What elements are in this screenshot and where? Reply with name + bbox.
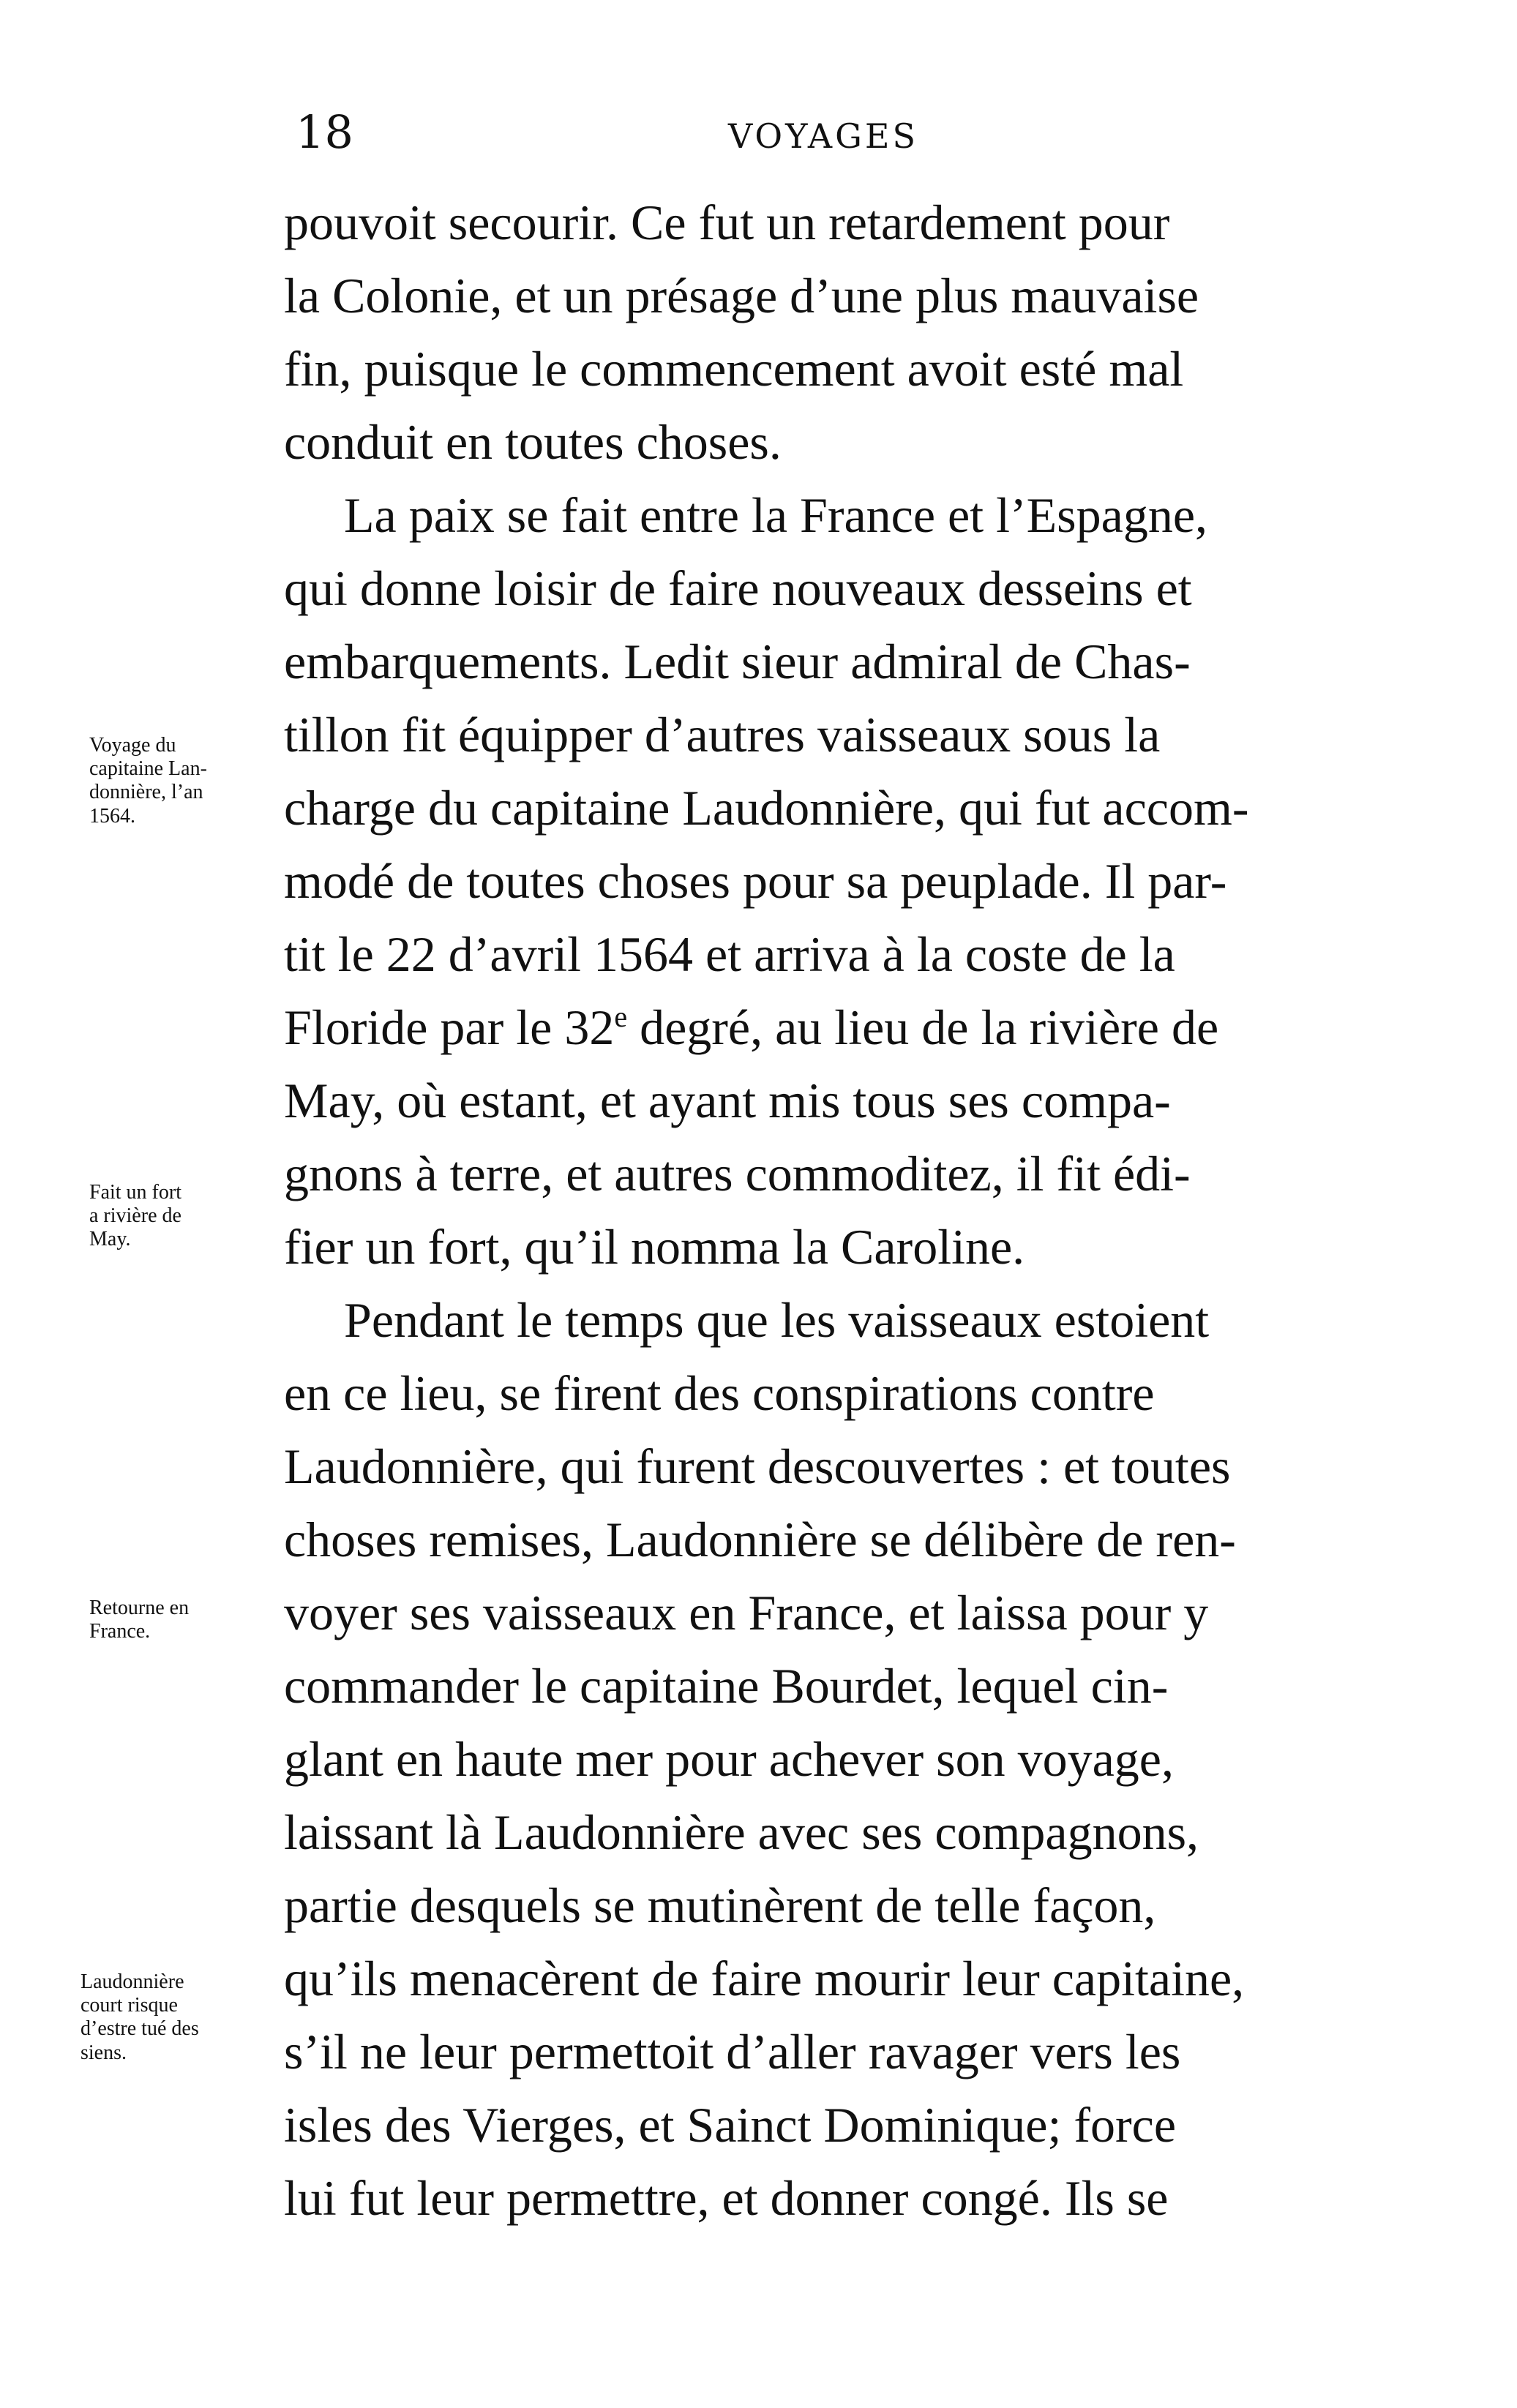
text-line: fier un fort, qu’il nomma la Caroline. [284,1219,1025,1275]
text-line: Laudonnière, qui furent descouvertes : et toutes [284,1439,1231,1494]
margin-note-line: France. [89,1620,151,1643]
margin-note-line: Voyage du [89,734,176,757]
margin-note [89,734,207,828]
text-line: conduit en toutes choses. [284,414,782,470]
margin-note [80,1970,199,2065]
text-line: voyer ses vaisseaux en France, et laissa pour y [284,1585,1209,1640]
text-line: choses remises, Laudonnière se délibère de ren- [284,1512,1236,1567]
superscript: e [614,1000,628,1033]
margin-note-line: Fait un fort [89,1181,181,1204]
text-segment: Floride par le 32 [284,999,615,1055]
text-line: La paix se fait entre la France et l’Espagne, [344,487,1208,543]
text-line: isles des Vierges, et Sainct Dominique; force [284,2097,1177,2153]
text-line: pouvoit secourir. Ce fut un retardement pour [284,195,1170,250]
text-line: modé de toutes choses pour sa peuplade. Il par- [284,853,1227,909]
margin-note-line: siens. [80,2041,127,2064]
text-line: glant en haute mer pour achever son voyage, [284,1731,1174,1787]
text-line: qu’ils menacèrent de faire mourir leur capitaine, [284,1951,1245,2006]
text-line: gnons à terre, et autres commoditez, il fit édi- [284,1146,1191,1201]
text-line: s’il ne leur permettoit d’aller ravager vers les [284,2024,1181,2079]
text-line: partie desquels se mutinèrent de telle façon, [284,1878,1156,1933]
margin-note [89,1181,181,1252]
text-segment: degré, au lieu de la rivière de [627,999,1219,1055]
text-line: la Colonie, et un présage d’une plus mauvaise [284,268,1199,323]
text-line: commander le capitaine Bourdet, lequel cin- [284,1658,1169,1714]
margin-note-line: donnière, l’an [89,781,203,804]
text-line: lui fut leur permettre, et donner congé. Ils se [284,2170,1169,2226]
margin-note-line: 1564. [89,804,135,828]
text-line: laissant là Laudonnière avec ses compagnons, [284,1804,1199,1860]
text-line: May, où estant, et ayant mis tous ses compa- [284,1073,1171,1128]
text-line: tit le 22 d’avril 1564 et arriva à la coste de la [284,926,1175,982]
margin-note [89,1597,189,1643]
text-line: en ce lieu, se firent des conspirations contre [284,1365,1155,1421]
margin-note-line: d’estre tué des [80,2017,199,2041]
text-line: embarquements. Ledit sieur admiral de Chas- [284,634,1191,689]
text-line [284,999,1219,1055]
page-number: 18 [296,105,353,159]
margin-note-line: Retourne en [89,1597,190,1619]
margin-note-line: capitaine Lan- [89,757,207,781]
text-line: qui donne loisir de faire nouveaux desseins et [284,560,1192,616]
text-line: tillon fit équipper d’autres vaisseaux sous la [284,707,1161,762]
margin-note-line: Laudonnière [80,1970,184,1993]
text-line: charge du capitaine Laudonnière, qui fut accom- [284,780,1249,836]
margin-note-line: a rivière de [89,1204,181,1228]
text-line: Pendant le temps que les vaisseaux estoient [344,1292,1210,1348]
margin-note-line: court risque [80,1994,178,2017]
text-line: fin, puisque le commencement avoit esté mal [284,341,1184,397]
margin-note-line: May. [89,1228,131,1251]
running-title: VOYAGES [728,116,918,156]
